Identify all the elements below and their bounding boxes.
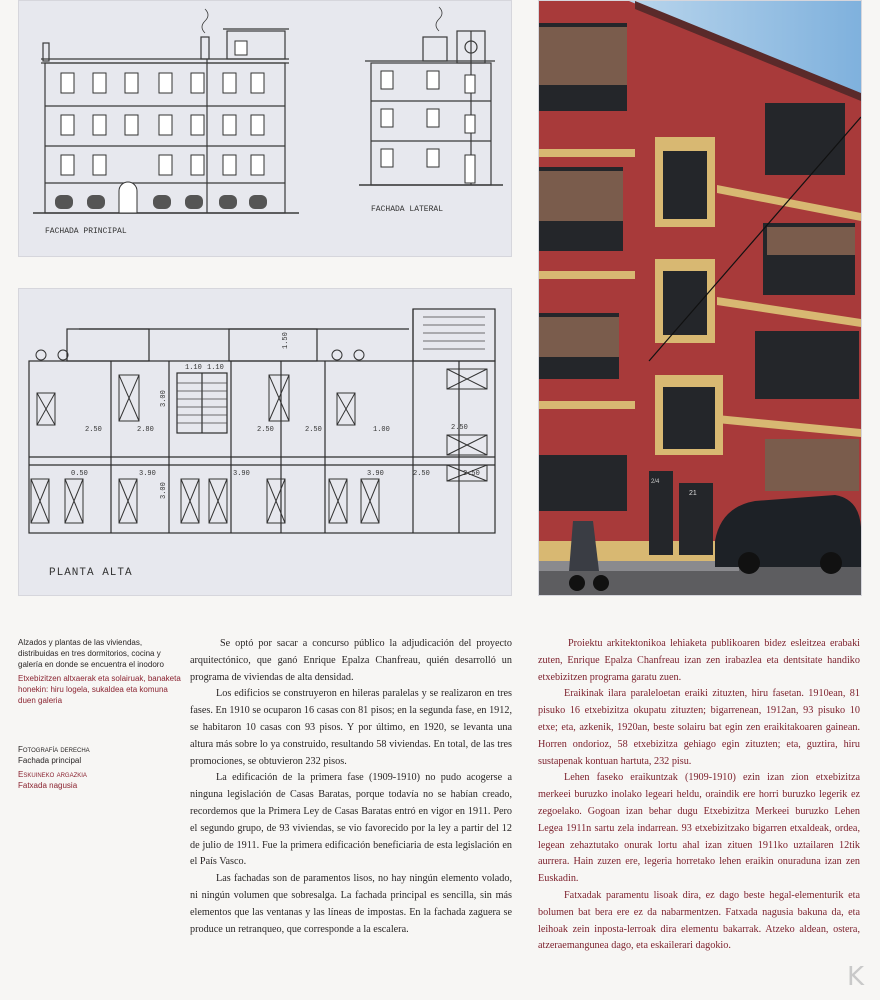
elevation-drawing bbox=[18, 0, 512, 257]
caption-es-drawings: Alzados y plantas de las viviendas, distribuidas en tres dormitorios, cocina y galería en donde se encuentra el inodoro bbox=[18, 638, 164, 669]
dim-3-00-b: 3.00 bbox=[160, 482, 168, 499]
plan-outline bbox=[29, 361, 495, 533]
dim-2-50-e: 2.50 bbox=[413, 470, 430, 478]
es-paragraph-3: La edificación de la primera fase (1909-1910) no pudo acogerse a ninguna legislación de Casas Baratas, porque todavía no se habían creado, recordemos que la Primera Ley de Casas Baratas entró en vigor en 1911. Pero el segundo grupo, de 93 viviendas, se vio favorecido por la ley a partir del 12 de julio de 1911. Fue la primera edificación beneficiaria de esta legislación en el País Vasco. bbox=[190, 772, 512, 868]
caption-photo bbox=[18, 744, 183, 791]
dim-0-50: 0.50 bbox=[71, 470, 88, 478]
dim-2-80: 2.80 bbox=[137, 426, 154, 434]
caption-eu-drawings: Etxebizitzen altxaerak eta solairuak, banaketa honekin: hiru logela, sukaldea eta komuna duen galeria bbox=[18, 674, 181, 705]
photo-svg bbox=[539, 1, 861, 595]
eu-paragraph-1: Proiektu arkitektonikoa lehiaketa publikoaren bidez esleitzea erabaki zuten, Enrique Epalza Chanfreau izan zen irabazlea eta dentsitate handiko etxebizitzen programa garatu zuen. bbox=[538, 638, 860, 683]
eu-paragraph-3: Lehen faseko eraikuntzak (1909-1910) ezin izan zion etxebizitza merkeei buruzko inolako legeari heldu, oraindik ere horri buruzko legerik ez zegoelako. Gogoan izan behar dugu Etxebizitza Merkeei buruzko Lehen Legea 1911n sartu zela indarrean. 93 etxebizitzako bigarren etxaldeak, ordea, legean zehaztutako onurak lortu ahal izan zituen 1911ko uztailaren 12tik aurrera. Hain zuzen ere, legeria horretako lehen eraikin onuraduna izan zen Euskadin. bbox=[538, 772, 860, 885]
plan-svg bbox=[19, 289, 511, 595]
dim-3-90-b: 3.90 bbox=[233, 470, 250, 478]
es-paragraph-2: Los edificios se construyeron en hileras paralelas y se realizaron en tres fases. En 1910 se ocuparon 16 casas con 81 pisos; en la segunda fase, en 1912, se habitaron 10 casas con 93 pisos. Y por último, en 1920, se levanta una altura más sobre lo ya construido, resultando 58 viviendas. En total, de las tres promociones, se obtuvieron 232 pisos. bbox=[190, 688, 512, 767]
caption-eu-photo-head: Eskuineko argazkia bbox=[18, 770, 87, 779]
elevation-svg bbox=[19, 1, 511, 256]
dim-1-10-b: 1.10 bbox=[207, 364, 224, 372]
label-fachada-lateral: FACHADA LATERAL bbox=[371, 205, 444, 214]
door-number: 21 bbox=[689, 490, 697, 497]
dim-1-50: 1.50 bbox=[282, 332, 290, 349]
dim-1-10-a: 1.10 bbox=[185, 364, 202, 372]
dim-3-90-c: 3.90 bbox=[367, 470, 384, 478]
label-planta-alta: PLANTA ALTA bbox=[49, 567, 133, 579]
es-paragraph-1: Se optó por sacar a concurso público la adjudicación del proyecto arquitectónico, que ganó Enrique Epalza Chanfreau, quién desarrolló un programa de viviendas de alta densidad. bbox=[190, 638, 512, 683]
basque-text-column bbox=[538, 636, 860, 955]
caption-drawings bbox=[18, 637, 183, 706]
spanish-text-column bbox=[190, 636, 512, 938]
dim-3-90-a: 3.90 bbox=[139, 470, 156, 478]
dim-2-50-f: 2.50 bbox=[463, 470, 480, 478]
es-paragraph-4: Las fachadas son de paramentos lisos, no hay ningún elemento volado, ni ningún volumen que sobresalga. La fachada principal es sencilla, sin más elementos que las ventanas y las líneas de impostas. En la fachada zaguera se produce un retranqueo, que corresponde a la escalera. bbox=[190, 873, 512, 935]
dim-1-00: 1.00 bbox=[373, 426, 390, 434]
page-mark: K bbox=[847, 962, 865, 992]
arched-doorway bbox=[119, 182, 137, 213]
floor-plan-drawing bbox=[18, 288, 512, 596]
dim-3-00-a: 3.00 bbox=[160, 390, 168, 407]
eu-paragraph-2: Eraikinak ilara paraleloetan eraiki zituzten, hiru fasetan. 1910ean, 81 pisuko 16 etxebizitza okupatu zituzten; bigarrenean, 1912an, 93 pisuko 10 etxe; eta, azkenik, 1920an, beste solairu bat egin zen eraikitakoaren gainean. Horren ondorioz, 58 etxebizitza gehiago egin zituzten; eta, guztira, hiru sustapenak kontuan hartuta, 232 pisu. bbox=[538, 688, 860, 767]
dim-2-50-b: 2.50 bbox=[257, 426, 274, 434]
label-fachada-principal: FACHADA PRINCIPAL bbox=[45, 227, 127, 236]
dim-2-50-d: 2.50 bbox=[451, 424, 468, 432]
building-photo bbox=[538, 0, 862, 596]
caption-eu-photo: Fatxada nagusia bbox=[18, 781, 78, 790]
dim-2-50-a: 2.50 bbox=[85, 426, 102, 434]
caption-es-photo-head: Fotografía derecha bbox=[18, 745, 90, 754]
dim-2-50-c: 2.50 bbox=[305, 426, 322, 434]
caption-es-photo: Fachada principal bbox=[18, 756, 82, 765]
eu-paragraph-4: Fatxadak paramentu lisoak dira, ez dago beste hegal-elementurik eta bolumen bat bera ere ez da nabarmentzen. Fatxada nagusia bakuna da, eta leihoak zein inposta-lerroak dira elementu bakarrak. Atzeko aldean, ostera, atzeraemangunea dago, eta eskailerari dagokio. bbox=[538, 889, 860, 952]
door-plaque: 2/4 bbox=[651, 479, 660, 485]
